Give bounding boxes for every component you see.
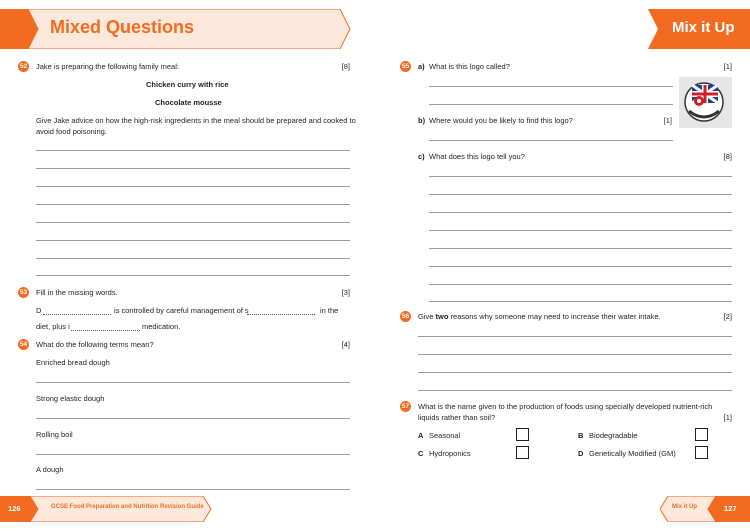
question-marks: [1] [723,413,732,422]
option-c-checkbox[interactable] [516,446,529,459]
option-a-checkbox[interactable] [516,428,529,441]
option-letter: A [418,431,424,440]
question-marks: [1] [663,116,672,125]
answer-line[interactable] [429,140,673,141]
term-label: A dough [36,465,64,474]
blank-field[interactable] [43,314,111,315]
question-text: Fill in the missing words. [36,288,118,297]
red-tractor-logo [679,77,732,128]
option-d-checkbox[interactable] [695,446,708,459]
footer-title: GCSE Food Preparation and Nutrition Revision Guide [51,504,204,510]
sentence-part: medication. [142,322,181,331]
option-letter: D [578,449,584,458]
answer-line[interactable] [36,454,350,455]
answer-area[interactable] [429,174,732,302]
question-text: What does this logo tell you? [429,152,525,161]
sentence-part: D [36,306,42,315]
question-marks: [8] [341,62,350,71]
answer-area[interactable] [418,334,732,394]
question-text: What is the name given to the production of foods using specially developed nutrient-rich [418,402,713,411]
answer-line[interactable] [36,489,350,490]
question-number-badge: 56 [401,313,410,320]
question-text: What do the following terms mean? [36,340,154,349]
answer-line[interactable] [429,86,673,87]
option-label: Biodegradable [589,431,638,440]
meal-item: Chicken curry with rice [146,80,229,89]
part-label: a) [418,62,425,71]
question-number-badge: 53 [19,289,28,296]
option-label: Genetically Modified (GM) [589,449,676,458]
question-text: Give two reasons why someone may need to increase their water intake. [418,312,661,321]
answer-line[interactable] [36,382,350,383]
question-text: liquids rather than soil? [418,413,496,422]
question-text: Jake is preparing the following family meal: [36,62,179,71]
term-label: Rolling boil [36,430,73,439]
page-number: 126 [8,504,21,513]
answer-area[interactable] [36,148,350,278]
question-prompt: avoid food poisoning. [36,127,107,136]
left-header [0,9,352,49]
logo-icon [679,77,732,128]
term-label: Strong elastic dough [36,394,105,403]
question-prompt: Give Jake advice on how the high-risk ingredients in the meal should be prepared and cooked to [36,116,356,125]
question-number-badge: 54 [19,341,28,348]
answer-line[interactable] [36,418,350,419]
question-marks: [4] [341,340,350,349]
question-marks: [3] [341,288,350,297]
sentence-part: is controlled by careful management of s [114,306,249,315]
footer-title: Mix it Up [672,504,697,510]
question-marks: [1] [723,62,732,71]
right-header [640,9,750,49]
page-title: Mixed Questions [50,17,195,37]
option-label: Seasonal [429,431,461,440]
page-number: 127 [724,504,737,513]
question-marks: [8] [723,152,732,161]
option-letter: C [418,449,424,458]
question-text: What is this logo called? [429,62,510,71]
right-footer [660,496,750,522]
question-marks: [2] [723,312,732,321]
left-footer [0,496,215,522]
question-number-badge: 57 [401,403,410,410]
section-title: Mix it Up [672,19,735,36]
blank-field[interactable] [247,314,315,315]
sentence-part: diet, plus i [36,322,70,331]
meal-item: Chocolate mousse [155,98,222,107]
blank-field[interactable] [71,330,140,331]
sentence-part: in the [320,306,339,315]
option-letter: B [578,431,584,440]
option-label: Hydroponics [429,449,471,458]
answer-line[interactable] [429,104,673,105]
part-label: b) [418,116,426,125]
question-number-badge: 52 [19,63,28,70]
question-text: Where would you be likely to find this logo? [429,116,573,125]
part-label: c) [418,152,425,161]
term-label: Enriched bread dough [36,358,110,367]
option-b-checkbox[interactable] [695,428,708,441]
question-number-badge: 55 [401,63,410,70]
